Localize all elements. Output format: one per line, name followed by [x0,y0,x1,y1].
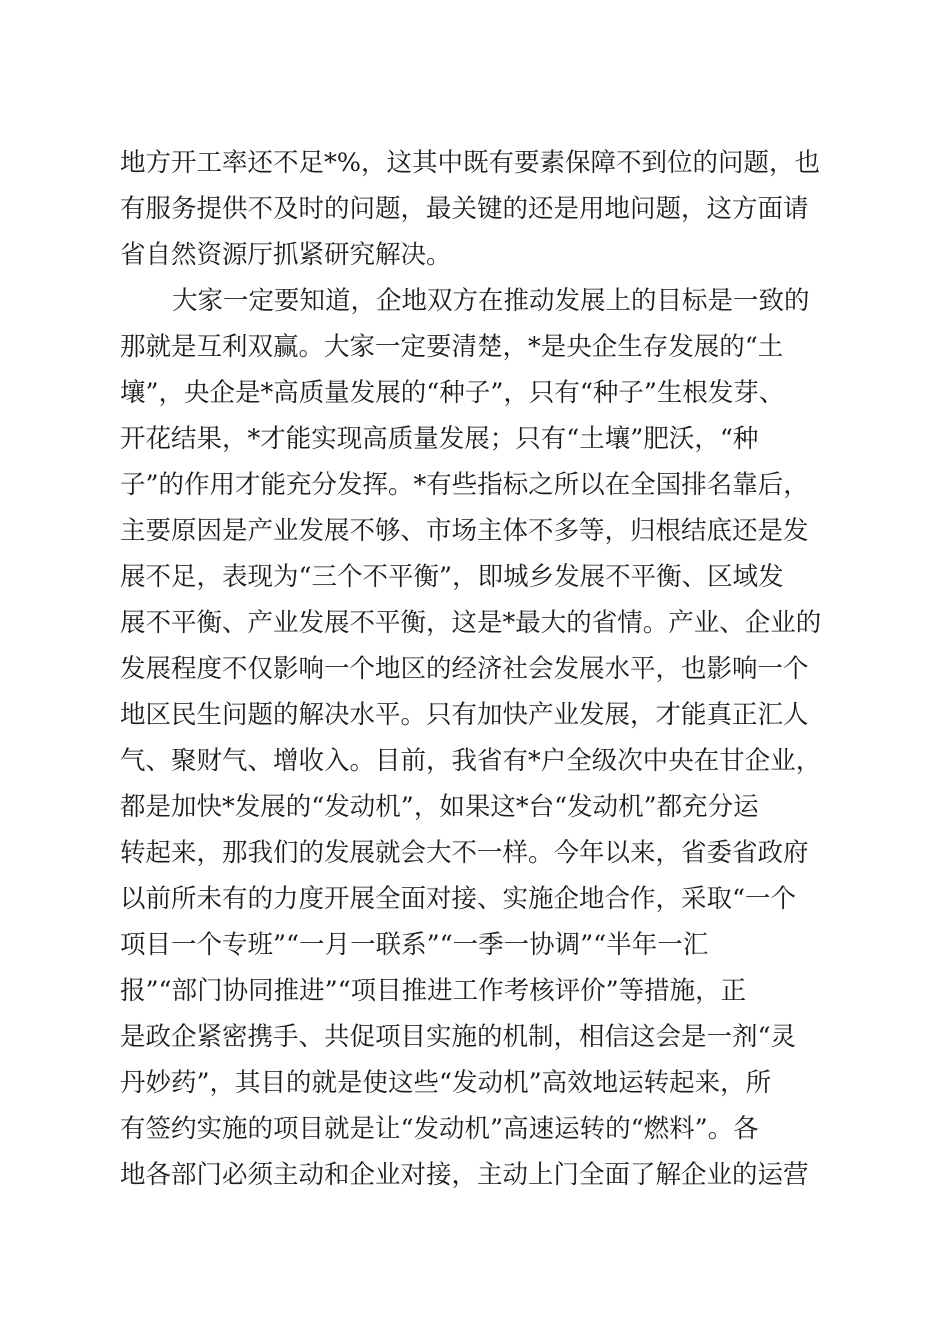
text-line: 发展程度不仅影响一个地区的经济社会发展水平，也影响一个 [120,654,809,684]
paragraph [120,140,840,278]
paragraph [120,278,840,1198]
text-line: 有服务提供不及时的问题，最关键的还是用地问题，这方面请 [120,194,809,224]
text-line: 有签约实施的项目就是让“发动机”高速运转的“燃料”。各 [120,1114,759,1144]
text-line: 地区民生问题的解决水平。只有加快产业发展，才能真正汇人 [120,700,809,730]
text-line: 子”的作用才能充分发挥。*有些指标之所以在全国排名靠后， [120,470,809,500]
text-line: 开花结果，*才能实现高质量发展；只有“土壤”肥沃，“种 [120,424,759,454]
text-line: 展不足，表现为“三个不平衡”，即城乡发展不平衡、区域发 [120,562,784,592]
text-line: 气、聚财气、增收入。目前，我省有*户全级次中央在甘企业， [120,746,822,776]
text-line: 报”“部门协同推进”“项目推进工作考核评价”等措施，正 [120,976,747,1006]
text-line: 主要原因是产业发展不够、市场主体不多等，归根结底还是发 [120,516,809,546]
text-line: 省自然资源厅抓紧研究解决。 [120,240,452,270]
text-line: 丹妙药”，其目的就是使这些“发动机”高效地运转起来，所 [120,1068,772,1098]
text-line: 是政企紧密携手、共促项目实施的机制，相信这会是一剂“灵 [120,1022,797,1052]
text-line: 壤”，央企是*高质量发展的“种子”，只有“种子”生根发芽、 [120,378,785,408]
text-line: 以前所未有的力度开展全面对接、实施企地合作，采取“一个 [120,884,797,914]
text-line: 大家一定要知道，企地双方在推动发展上的目标是一致的 [172,286,810,316]
text-line: 都是加快*发展的“发动机”，如果这*台“发动机”都充分运 [120,792,759,822]
document-body [120,140,840,1198]
text-line: 地各部门必须主动和企业对接，主动上门全面了解企业的运营 [120,1160,809,1190]
text-line: 展不平衡、产业发展不平衡，这是*最大的省情。产业、企业的 [120,608,822,638]
text-line: 项目一个专班”“一月一联系”“一季一协调”“半年一汇 [120,930,709,960]
text-line: 转起来，那我们的发展就会大不一样。今年以来，省委省政府 [120,838,809,868]
text-line: 那就是互利双赢。大家一定要清楚，*是央企生存发展的“土 [120,332,784,362]
text-line: 地方开工率还不足*%，这其中既有要素保障不到位的问题，也 [120,148,820,178]
